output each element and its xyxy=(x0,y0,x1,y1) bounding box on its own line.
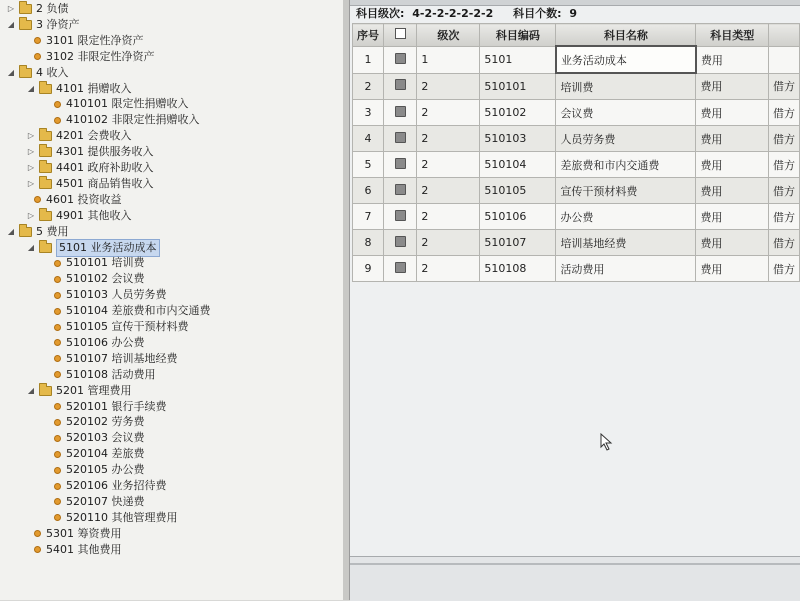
tree-item-520106[interactable] xyxy=(54,478,167,494)
column-header-no[interactable]: 序号 xyxy=(353,24,384,47)
cell-select[interactable] xyxy=(384,73,417,100)
tree-item-5401[interactable] xyxy=(34,542,122,558)
leaf-dot-icon xyxy=(54,419,61,426)
tree-item-520105[interactable] xyxy=(54,462,145,478)
folder-icon xyxy=(19,4,32,14)
cell-extra[interactable]: 借方 xyxy=(768,204,799,230)
row-checkbox[interactable] xyxy=(395,53,406,64)
tree-item-4401[interactable] xyxy=(26,160,154,176)
cell-extra[interactable] xyxy=(768,46,799,73)
tree-item-label: 520104 差旅费 xyxy=(66,447,145,461)
cell-select[interactable] xyxy=(384,126,417,152)
tree-item-label: 3 净资产 xyxy=(36,17,80,31)
tree-item-label: 510105 宣传干预材料费 xyxy=(66,320,189,333)
cell-type[interactable]: 费用 xyxy=(696,256,769,282)
folder-icon xyxy=(19,227,32,237)
cell-level[interactable]: 2 xyxy=(417,230,480,256)
tree-item-label: 520101 银行手续费 xyxy=(66,399,167,413)
cell-type[interactable]: 费用 xyxy=(696,73,769,100)
column-header-type[interactable]: 科目类型 xyxy=(696,24,769,47)
account-grid-panel xyxy=(350,0,800,600)
tree-item-label: 510103 人员劳务费 xyxy=(66,288,167,302)
cell-level[interactable]: 1 xyxy=(417,46,480,73)
folder-icon xyxy=(19,68,32,78)
leaf-dot-icon xyxy=(34,546,41,553)
leaf-dot-icon xyxy=(34,196,41,203)
tree-item-5201[interactable] xyxy=(26,383,132,399)
tree-item-label: 510102 会议费 xyxy=(66,272,145,286)
level-value: 4-2-2-2-2-2-2 xyxy=(412,7,494,20)
count-label: 科目个数: xyxy=(513,7,562,20)
cell-extra[interactable]: 借方 xyxy=(768,256,799,282)
mouse-cursor-icon xyxy=(600,433,614,451)
tree-item-4101[interactable] xyxy=(26,81,132,97)
column-header-select[interactable] xyxy=(384,24,417,47)
cell-no[interactable]: 1 xyxy=(353,46,384,73)
tree-item-4601[interactable] xyxy=(34,192,122,208)
cell-code[interactable]: 510107 xyxy=(480,230,556,256)
tree-item-3102[interactable] xyxy=(34,49,155,65)
tree-item-label: 3101 限定性净资产 xyxy=(46,33,144,47)
tree-item-5[interactable] xyxy=(6,224,69,240)
cell-code[interactable]: 510102 xyxy=(480,100,556,126)
cell-name[interactable]: 会议费 xyxy=(556,100,696,126)
tree-item-label: 4401 政府补助收入 xyxy=(56,161,154,174)
tree-item-410102[interactable] xyxy=(54,112,200,128)
tree-item-4901[interactable] xyxy=(26,208,132,224)
tree-item-3101[interactable] xyxy=(34,33,144,49)
cell-no[interactable]: 5 xyxy=(353,152,384,178)
tree-item-label: 410101 限定性捐赠收入 xyxy=(66,97,189,111)
row-checkbox[interactable] xyxy=(395,106,406,117)
row-checkbox[interactable] xyxy=(395,79,406,90)
leaf-dot-icon xyxy=(54,435,61,442)
column-header-extra[interactable] xyxy=(768,24,799,47)
column-header-level[interactable]: 级次 xyxy=(417,24,480,47)
leaf-dot-icon xyxy=(54,260,61,267)
cell-extra[interactable]: 借方 xyxy=(768,230,799,256)
cell-type[interactable]: 费用 xyxy=(696,100,769,126)
tree-item-510102[interactable] xyxy=(54,271,145,287)
leaf-dot-icon xyxy=(54,498,61,505)
collapse-arrow-icon[interactable]: ◢ xyxy=(27,83,35,93)
tree-item-410101[interactable] xyxy=(54,96,189,112)
tree-item-4201[interactable] xyxy=(26,128,132,144)
leaf-dot-icon xyxy=(54,467,61,474)
cell-name[interactable]: 业务活动成本 xyxy=(556,46,696,73)
tree-item-510105[interactable] xyxy=(54,319,189,335)
folder-icon xyxy=(39,386,52,396)
cell-extra[interactable]: 借方 xyxy=(768,73,799,100)
tree-item-510106[interactable] xyxy=(54,335,145,351)
expand-arrow-icon[interactable]: ▷ xyxy=(7,4,15,13)
grid-empty-area xyxy=(350,288,800,548)
leaf-dot-icon xyxy=(34,530,41,537)
cell-type[interactable]: 费用 xyxy=(696,204,769,230)
folder-icon xyxy=(39,147,52,157)
cell-level[interactable]: 2 xyxy=(417,256,480,282)
account-table xyxy=(352,23,800,282)
expand-arrow-icon[interactable]: ▷ xyxy=(27,163,35,172)
expand-arrow-icon[interactable]: ▷ xyxy=(27,178,35,188)
cell-name[interactable]: 差旅费和市内交通费 xyxy=(556,152,696,178)
cell-code[interactable]: 5101 xyxy=(480,46,556,73)
cell-code[interactable]: 510104 xyxy=(480,152,556,178)
cell-type[interactable]: 费用 xyxy=(696,46,769,73)
table-row[interactable] xyxy=(353,73,800,100)
cell-name[interactable]: 活动费用 xyxy=(556,256,696,282)
tree-item-4501[interactable] xyxy=(26,176,154,192)
collapse-arrow-icon[interactable]: ◢ xyxy=(7,226,15,236)
cell-code[interactable]: 510106 xyxy=(480,204,556,230)
grid-top-toolbar xyxy=(350,0,800,6)
row-checkbox[interactable] xyxy=(395,158,406,169)
cell-select[interactable] xyxy=(384,152,417,178)
cell-level[interactable]: 2 xyxy=(417,73,480,100)
folder-icon xyxy=(39,243,52,253)
grid-bottom-bar xyxy=(350,556,800,601)
count-value: 9 xyxy=(569,7,577,20)
tree-item-label: 520106 业务招待费 xyxy=(66,479,167,492)
leaf-dot-icon xyxy=(54,403,61,410)
cell-select[interactable] xyxy=(384,178,417,204)
level-label: 科目级次: xyxy=(356,7,405,20)
cell-no[interactable]: 7 xyxy=(353,204,384,230)
table-row[interactable] xyxy=(353,256,800,282)
leaf-dot-icon xyxy=(34,53,41,60)
table-row[interactable] xyxy=(353,178,800,204)
table-header-row xyxy=(353,24,800,47)
tree-item-5101[interactable] xyxy=(26,240,160,256)
collapse-arrow-icon[interactable]: ◢ xyxy=(27,242,35,252)
cell-extra[interactable]: 借方 xyxy=(768,152,799,178)
leaf-dot-icon xyxy=(54,101,61,108)
cell-code[interactable]: 510108 xyxy=(480,256,556,282)
cell-select[interactable] xyxy=(384,46,417,73)
cell-code[interactable]: 510105 xyxy=(480,178,556,204)
tree-item-520102[interactable] xyxy=(54,414,145,430)
tree-item-510103[interactable] xyxy=(54,287,167,303)
tree-item-label: 4301 提供服务收入 xyxy=(56,145,154,159)
row-checkbox[interactable] xyxy=(395,132,406,143)
leaf-dot-icon xyxy=(54,355,61,362)
tree-item-label: 520110 其他管理费用 xyxy=(66,510,178,524)
leaf-dot-icon xyxy=(54,292,61,299)
cell-no[interactable]: 6 xyxy=(353,178,384,204)
tree-item-520103[interactable] xyxy=(54,430,145,446)
tree-item-label: 5301 筹资费用 xyxy=(46,526,122,540)
table-row[interactable] xyxy=(353,46,800,73)
cell-extra[interactable]: 借方 xyxy=(768,178,799,204)
table-row[interactable] xyxy=(353,230,800,256)
leaf-dot-icon xyxy=(54,117,61,124)
table-row[interactable] xyxy=(353,152,800,178)
cell-no[interactable]: 2 xyxy=(353,73,384,100)
tree-item-520104[interactable] xyxy=(54,446,145,462)
cell-extra[interactable]: 借方 xyxy=(768,100,799,126)
tree-item-label: 520107 快递费 xyxy=(66,494,145,508)
collapse-arrow-icon[interactable]: ◢ xyxy=(27,385,35,395)
tree-item-label: 510107 培训基地经费 xyxy=(66,351,178,365)
tree-item-3[interactable] xyxy=(6,17,80,33)
cell-type[interactable]: 费用 xyxy=(696,178,769,204)
tree-item-label: 5 费用 xyxy=(36,224,69,238)
cell-type[interactable]: 费用 xyxy=(696,126,769,152)
cell-name[interactable]: 办公费 xyxy=(556,204,696,230)
tree-item-label: 520103 会议费 xyxy=(66,431,145,445)
collapse-arrow-icon[interactable]: ◢ xyxy=(7,19,15,29)
tree-item-label: 510106 办公费 xyxy=(66,335,145,349)
tree-item-label: 5101 业务活动成本 xyxy=(56,239,160,257)
cell-no[interactable]: 4 xyxy=(353,126,384,152)
tree-item-510101[interactable] xyxy=(54,255,145,271)
tree-item-label: 2 负债 xyxy=(36,2,69,15)
leaf-dot-icon xyxy=(54,276,61,283)
folder-icon xyxy=(19,20,32,30)
leaf-dot-icon xyxy=(54,324,61,331)
tree-item-520107[interactable] xyxy=(54,494,145,510)
expand-arrow-icon[interactable]: ▷ xyxy=(27,210,35,220)
cell-extra[interactable]: 借方 xyxy=(768,126,799,152)
tree-item-label: 4101 捐赠收入 xyxy=(56,81,132,95)
cell-select[interactable] xyxy=(384,100,417,126)
collapse-arrow-icon[interactable]: ◢ xyxy=(7,67,15,77)
leaf-dot-icon xyxy=(34,37,41,44)
cell-name[interactable]: 宣传干预材料费 xyxy=(556,178,696,204)
table-row[interactable] xyxy=(353,100,800,126)
cell-no[interactable]: 3 xyxy=(353,100,384,126)
cell-level[interactable]: 2 xyxy=(417,100,480,126)
account-tree xyxy=(0,0,344,600)
cell-type[interactable]: 费用 xyxy=(696,230,769,256)
cell-type[interactable]: 费用 xyxy=(696,152,769,178)
tree-item-label: 4901 其他收入 xyxy=(56,208,132,222)
row-checkbox[interactable] xyxy=(395,184,406,195)
cell-code[interactable]: 510101 xyxy=(480,73,556,100)
expand-arrow-icon[interactable]: ▷ xyxy=(27,147,35,157)
tree-item-5301[interactable] xyxy=(34,526,122,542)
tree-item-520101[interactable] xyxy=(54,399,167,415)
tree-item-label: 510108 活动费用 xyxy=(66,367,156,381)
cell-no[interactable]: 9 xyxy=(353,256,384,282)
leaf-dot-icon xyxy=(54,308,61,315)
tree-item-label: 5201 管理费用 xyxy=(56,383,132,397)
horizontal-scrollbar[interactable] xyxy=(350,563,800,565)
column-header-code[interactable]: 科目编码 xyxy=(480,24,556,47)
tree-item-label: 4601 投资收益 xyxy=(46,192,122,206)
folder-icon xyxy=(39,131,52,141)
cell-select[interactable] xyxy=(384,230,417,256)
folder-icon xyxy=(39,211,52,221)
tree-item-label: 5401 其他费用 xyxy=(46,542,122,556)
tree-item-510107[interactable] xyxy=(54,351,178,367)
table-row[interactable] xyxy=(353,204,800,230)
leaf-dot-icon xyxy=(54,451,61,458)
cell-no[interactable]: 8 xyxy=(353,230,384,256)
tree-item-label: 520105 办公费 xyxy=(66,463,145,477)
folder-icon xyxy=(39,179,52,189)
tree-item-4[interactable] xyxy=(6,65,69,81)
leaf-dot-icon xyxy=(54,483,61,490)
cell-level[interactable]: 2 xyxy=(417,126,480,152)
tree-item-label: 520102 劳务费 xyxy=(66,415,145,429)
tree-item-510108[interactable] xyxy=(54,367,156,383)
cell-level[interactable]: 2 xyxy=(417,178,480,204)
tree-item-4301[interactable] xyxy=(26,144,154,160)
cell-select[interactable] xyxy=(384,204,417,230)
tree-item-520110[interactable] xyxy=(54,510,178,526)
folder-icon xyxy=(39,84,52,94)
panel-splitter[interactable] xyxy=(343,0,350,600)
tree-item-label: 4501 商品销售收入 xyxy=(56,176,154,190)
tree-item-label: 510104 差旅费和市内交通费 xyxy=(66,304,211,318)
cell-level[interactable]: 2 xyxy=(417,204,480,230)
row-checkbox[interactable] xyxy=(395,262,406,273)
expand-arrow-icon[interactable]: ▷ xyxy=(27,131,35,141)
grid-summary xyxy=(356,7,581,21)
table-row[interactable] xyxy=(353,126,800,152)
tree-item-label: 3102 非限定性净资产 xyxy=(46,49,155,63)
tree-item-label: 4201 会费收入 xyxy=(56,129,132,143)
row-checkbox[interactable] xyxy=(395,236,406,247)
tree-item-label: 4 收入 xyxy=(36,65,69,79)
select-all-checkbox[interactable] xyxy=(395,28,406,39)
leaf-dot-icon xyxy=(54,339,61,346)
folder-icon xyxy=(39,163,52,173)
tree-item-510104[interactable] xyxy=(54,303,211,319)
cell-code[interactable]: 510103 xyxy=(480,126,556,152)
cell-name[interactable]: 培训基地经费 xyxy=(556,230,696,256)
tree-item-label: 410102 非限定性捐赠收入 xyxy=(66,113,200,127)
leaf-dot-icon xyxy=(54,371,61,378)
leaf-dot-icon xyxy=(54,514,61,521)
tree-item-label: 510101 培训费 xyxy=(66,256,145,270)
cell-select[interactable] xyxy=(384,256,417,282)
row-checkbox[interactable] xyxy=(395,210,406,221)
cell-level[interactable]: 2 xyxy=(417,152,480,178)
cell-name[interactable]: 人员劳务费 xyxy=(556,126,696,152)
cell-name[interactable]: 培训费 xyxy=(556,73,696,100)
tree-item-2[interactable] xyxy=(6,1,69,17)
column-header-name[interactable]: 科目名称 xyxy=(556,24,696,47)
